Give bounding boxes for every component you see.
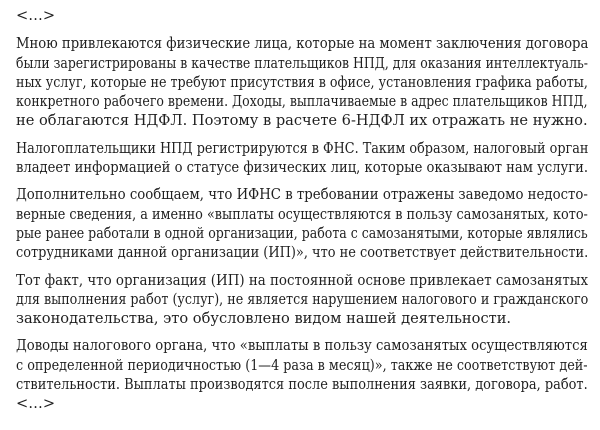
ellipsis-bottom: <…> <box>16 395 56 413</box>
text-line: не облагаются НДФЛ. Поэтому в расчете 6-НДФЛ их отражать не нужно. <box>16 112 588 130</box>
text-line: с определенной периодичностью (1—4 раза в месяц)», также не соответствуют дей- <box>16 356 588 374</box>
text-line: были зарегистрированы в качестве плательщиков НПД, для оказания интеллектуаль- <box>16 54 589 72</box>
text-line: для выполнения работ (услуг), не является нарушением налогового и гражданского <box>16 290 589 308</box>
text-line: ствительности. Выплаты производятся после выполнения заявки, договора, работ. <box>16 376 588 394</box>
text-line: Дополнительно сообщаем, что ИФНС в требовании отражены заведомо недосто- <box>16 186 588 204</box>
text-line: владеет информацией о статусе физических лиц, которые оказывают нам услуги. <box>16 159 589 177</box>
paragraph-5 <box>16 336 588 394</box>
text-line: Доводы налогового органа, что «выплаты в пользу самозанятых осуществляются <box>16 337 588 355</box>
text-line: верные сведения, а именно «выплаты осуществляются в пользу самозанятых, кото- <box>16 205 588 223</box>
paragraph-4 <box>16 271 588 329</box>
text-line: законодательства, это обусловлено видом нашей деятельности. <box>16 310 512 328</box>
text-line: Налогоплательщики НПД регистрируются в ФНС. Таким образом, налоговый орган <box>16 139 589 157</box>
ellipsis-top: <…> <box>16 7 56 24</box>
text-line: Мною привлекаются физические лица, которые на момент заключения договора <box>16 35 589 53</box>
document-body <box>16 6 588 414</box>
text-line: рые ранее работали в одной организации, работа с самозанятыми, которые являлись <box>16 224 588 242</box>
text-line: Тот факт, что организация (ИП) на постоянной основе привлекает самозанятых <box>16 271 589 289</box>
paragraph-3 <box>16 185 588 262</box>
text-line: ных услуг, которые не требуют присутствия в офисе, установления графика работы, <box>16 73 588 91</box>
text-line: сотрудниками данной организации (ИП)», что не соответствует действительности. <box>16 244 589 262</box>
text-line: конкретного рабочего времени. Доходы, выплачиваемые в адрес плательщиков НПД, <box>16 93 588 111</box>
paragraph-1 <box>16 34 588 130</box>
paragraph-2 <box>16 139 588 178</box>
